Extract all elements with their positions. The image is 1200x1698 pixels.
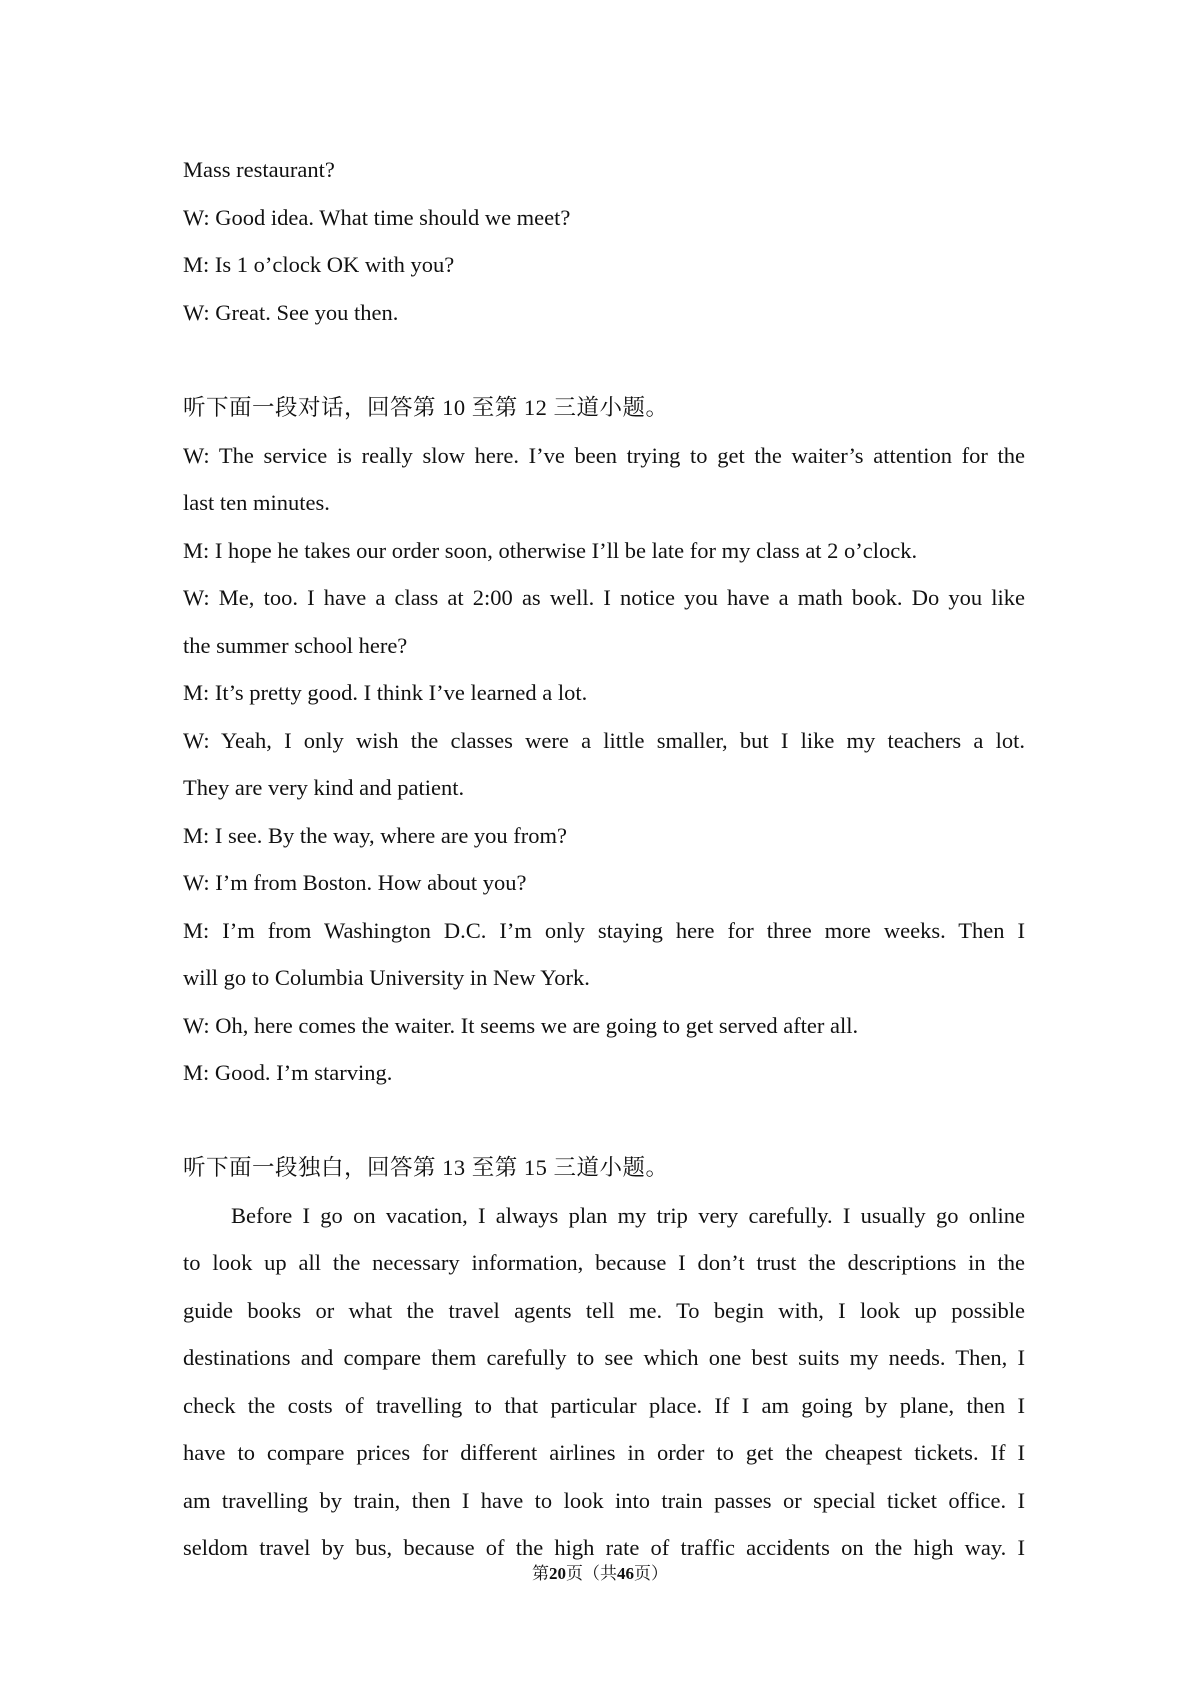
dialogue-line: M: Is 1 o’clock OK with you?	[183, 252, 455, 277]
section-heading-13-15: 听下面一段独白，回答第 13 至第 15 三道小题。	[183, 1155, 669, 1180]
dialogue-line: last ten minutes.	[183, 490, 330, 515]
monologue-line: seldom travel by bus, because of the high rate of traffic accidents on the high way. I	[183, 1535, 1025, 1560]
footer-middle: 页（共	[566, 1564, 617, 1583]
dialogue-line: M: I see. By the way, where are you from?	[183, 823, 568, 848]
monologue-line: guide books or what the travel agents tell me. To begin with, I look up possible	[183, 1298, 1025, 1323]
dialogue-line: M: I’m from Washington D.C. I’m only staying here for three more weeks. Then I	[183, 918, 1025, 943]
dialogue-line: M: Good. I’m starving.	[183, 1060, 393, 1085]
dialogue-line: W: Good idea. What time should we meet?	[183, 205, 571, 230]
dialogue-line: W: I’m from Boston. How about you?	[183, 870, 527, 895]
footer-page-number: 20	[549, 1564, 566, 1583]
dialogue-line: W: Great. See you then.	[183, 300, 399, 325]
dialogue-line: M: It’s pretty good. I think I’ve learned a lot.	[183, 680, 588, 705]
footer-suffix: 页）	[634, 1564, 668, 1583]
dialogue-line: They are very kind and patient.	[183, 775, 465, 800]
monologue-line: check the costs of travelling to that particular place. If I am going by plane, then I	[183, 1393, 1025, 1418]
page-footer	[0, 1562, 1200, 1586]
dialogue-line: W: The service is really slow here. I’ve been trying to get the waiter’s attention for the	[183, 443, 1025, 468]
dialogue-line: W: Me, too. I have a class at 2:00 as well. I notice you have a math book. Do you like	[183, 585, 1025, 610]
monologue-line: have to compare prices for different airlines in order to get the cheapest tickets. If I	[183, 1440, 1025, 1465]
section-heading-10-12: 听下面一段对话，回答第 10 至第 12 三道小题。	[183, 395, 669, 420]
monologue-line: to look up all the necessary information, because I don’t trust the descriptions in the	[183, 1250, 1025, 1275]
monologue-line: destinations and compare them carefully to see which one best suits my needs. Then, I	[183, 1345, 1025, 1370]
dialogue-line: M: I hope he takes our order soon, otherwise I’ll be late for my class at 2 o’clock.	[183, 538, 918, 563]
dialogue-line: Mass restaurant?	[183, 157, 335, 182]
dialogue-line: W: Oh, here comes the waiter. It seems we are going to get served after all.	[183, 1013, 859, 1038]
footer-prefix: 第	[532, 1564, 549, 1583]
monologue-line: am travelling by train, then I have to look into train passes or special ticket office. I	[183, 1488, 1025, 1513]
dialogue-line: W: Yeah, I only wish the classes were a little smaller, but I like my teachers a lot.	[183, 728, 1025, 753]
monologue-line: Before I go on vacation, I always plan my trip very carefully. I usually go online	[231, 1203, 1025, 1228]
footer-total-pages: 46	[617, 1564, 634, 1583]
dialogue-line: will go to Columbia University in New York.	[183, 965, 590, 990]
dialogue-line: the summer school here?	[183, 633, 408, 658]
